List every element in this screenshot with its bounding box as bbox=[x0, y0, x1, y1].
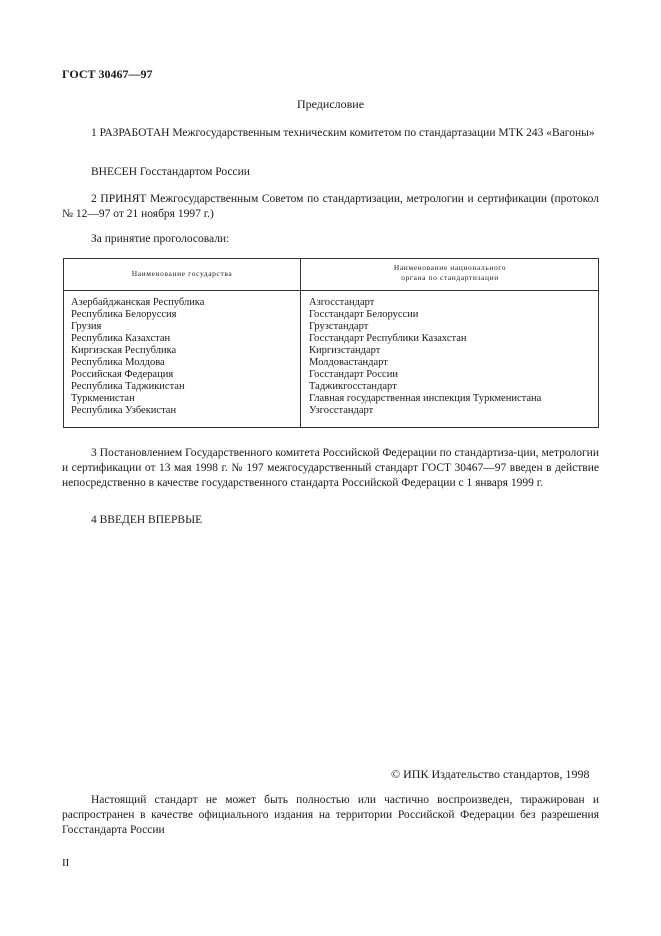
table-cell-body: Госстандарт Республики Казахстан bbox=[309, 333, 467, 344]
table-cell-body: Госстандарт России bbox=[309, 369, 398, 380]
table-cell-state: Туркменистан bbox=[71, 393, 135, 404]
table-cell-state: Грузия bbox=[71, 321, 102, 332]
table-cell-body: Главная государственная инспекция Туркменистана bbox=[309, 393, 542, 404]
document-code: ГОСТ 30467—97 bbox=[62, 67, 153, 81]
paragraph-voted: За принятие проголосовали: bbox=[91, 233, 230, 245]
page-number: II bbox=[62, 857, 70, 869]
table-column-states bbox=[71, 297, 204, 417]
reproduction-notice: Настоящий стандарт не может быть полностью или частично воспроизведен, тиражирован и распространен в качестве официального издания на территории Российской Федерации без разрешения Госстандарта России bbox=[62, 794, 599, 836]
table-cell-body: Узгосстандарт bbox=[309, 405, 374, 416]
copyright: © ИПК Издательство стандартов, 1998 bbox=[391, 767, 590, 781]
voting-table bbox=[63, 258, 599, 428]
table-cell-state: Республика Белоруссия bbox=[71, 309, 177, 320]
table-cell-body: Таджикгосстандарт bbox=[309, 381, 397, 392]
table-cell-body: Молдовастандарт bbox=[309, 357, 388, 368]
table-cell-body: Киргизстандарт bbox=[309, 345, 381, 356]
table-header-body-line2: органа по стандартизации bbox=[401, 273, 499, 282]
table-cell-state: Российская Федерация bbox=[71, 369, 174, 380]
table-header-state: Наименование государства bbox=[131, 269, 233, 278]
paragraph-introduced: ВНЕСЕН Госстандартом России bbox=[91, 166, 250, 178]
table-cell-state: Азербайджанская Республика bbox=[71, 297, 205, 308]
table-cell-state: Киргизская Республика bbox=[71, 345, 177, 356]
table-header-body bbox=[301, 263, 599, 283]
table-column-bodies bbox=[309, 297, 541, 417]
paragraph-first-introduced: 4 ВВЕДЕН ВПЕРВЫЕ bbox=[91, 514, 203, 526]
page-title: Предисловие bbox=[296, 97, 365, 111]
table-cell-state: Республика Казахстан bbox=[71, 333, 171, 344]
table-cell-state: Республика Таджикистан bbox=[71, 381, 185, 392]
paragraph-developed: 1 РАЗРАБОТАН Межгосударственным техническим комитетом по стандартазации МТК 243 «Вагоны» bbox=[91, 127, 595, 139]
table-cell-state: Республика Узбекистан bbox=[71, 405, 177, 416]
table-cell-body: Азгосстандарт bbox=[309, 297, 375, 308]
paragraph-resolution: 3 Постановлением Государственного комитета Российской Федерации по стандартиза-ции, метрологии и сертификации от 13 мая 1998 г. № 197 межгосударственный стандарт ГОСТ 30467—97 введен в действие непосредственно в качестве государственного стандарта Российской Федерации с 1 января 1999 г. bbox=[62, 447, 599, 489]
table-cell-state: Республика Молдова bbox=[71, 357, 165, 368]
table-header-body-line1: Наименование национального bbox=[393, 263, 507, 272]
table-cell-body: Грузстандарт bbox=[309, 321, 369, 332]
table-divider bbox=[300, 259, 301, 427]
table-cell-body: Госстандарт Белоруссии bbox=[309, 309, 419, 320]
paragraph-adopted: 2 ПРИНЯТ Межгосударственным Советом по стандартизации, метрологии и сертификации (протокол № 12—97 от 21 ноября 1997 г.) bbox=[62, 193, 599, 220]
